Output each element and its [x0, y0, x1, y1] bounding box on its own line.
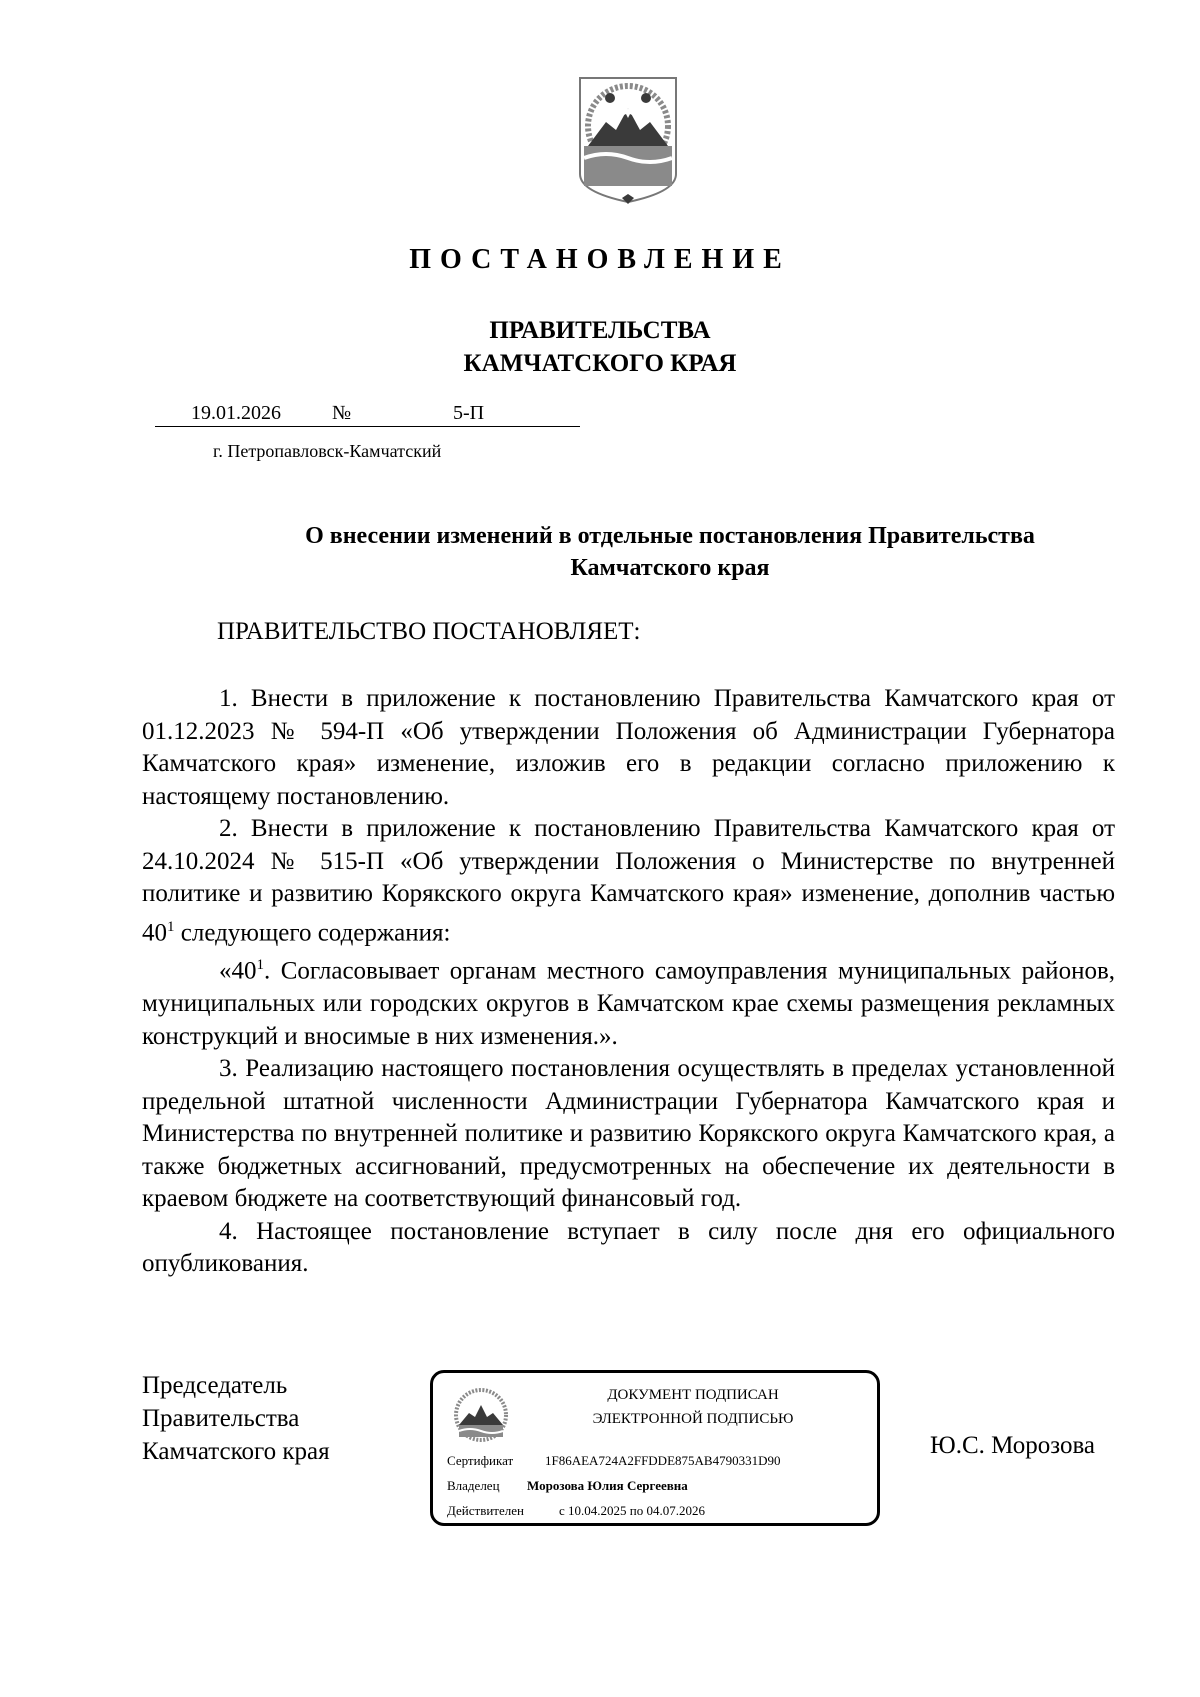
stamp-heading-1: ДОКУМЕНТ ПОДПИСАН [607, 1387, 779, 1403]
stamp-coat-of-arms-icon [453, 1387, 509, 1443]
subject-line-1: О внесении изменений в отдельные постановления Правительства [305, 523, 1035, 549]
org-line-1: ПРАВИТЕЛЬСТВА [489, 317, 711, 344]
paragraph-3 [142, 949, 1115, 1053]
date-underline [155, 426, 360, 427]
number-sign: № [332, 402, 352, 424]
stamp-owner-label: Владелец [447, 1478, 500, 1493]
paragraph-3-text: . Согласовывает органам местного самоуправления муниципальных районов, муниципальных или городских округов в Камчатском крае схемы размещения рекламных конструкций и вносимые в них изменения.». [142, 957, 1115, 1050]
stamp-validity-label: Действителен [447, 1503, 524, 1518]
paragraph-3-open: «40 [219, 957, 257, 985]
document-subject [190, 520, 1150, 584]
paragraph-3-superscript: 1 [256, 957, 264, 974]
document-type-title: ПОСТАНОВЛЕНИЕ [409, 244, 791, 275]
paragraph-1: 1. Внести в приложение к постановлению Правительства Камчатского края от 01.12.2023 № 594-П «Об утверждении Положения об Администрации Губернатора Камчатского края» изменение, изложив его в редакции согласно приложению к настоящему постановлению. [142, 685, 1115, 810]
issuing-organization [0, 314, 1200, 380]
stamp-certificate-label: Сертификат [447, 1453, 514, 1468]
stamp-owner-value: Морозова Юлия Сергеевна [527, 1478, 688, 1493]
decree-heading: ПРАВИТЕЛЬСТВО ПОСТАНОВЛЯЕТ: [217, 618, 641, 645]
paragraph-2-tail: следующего содержания: [174, 918, 451, 946]
subject-line-2: Камчатского края [570, 555, 770, 581]
signatory-title-line-1: Председатель [142, 1372, 288, 1399]
signatory-title [142, 1369, 330, 1468]
document-number: 5-П [453, 402, 485, 424]
stamp-heading-2: ЭЛЕКТРОННОЙ ПОДПИСЬЮ [592, 1411, 794, 1427]
stamp-validity-value: с 10.04.2025 по 04.07.2026 [559, 1503, 705, 1518]
paragraph-4: 3. Реализацию настоящего постановления осуществлять в пределах установленной предельной штатной численности Администрации Губернатора Камчатского края и Министерства по внутренней политике и развитию Корякского округа Камчатского края, а также бюджетных ассигнований, предусмотренных на обеспечение их деятельности в краевом бюджете на соответствующий финансовый год. [142, 1055, 1115, 1213]
paragraph-2 [142, 813, 1115, 949]
paragraph-5: 4. Настоящее постановление вступает в силу после дня его официального опубликования. [142, 1217, 1115, 1278]
coat-of-arms-icon [576, 74, 680, 204]
signatory-title-line-3: Камчатского края [142, 1438, 330, 1465]
signatory-title-line-2: Правительства [142, 1405, 300, 1432]
document-body [142, 683, 1115, 1281]
electronic-signature-stamp [430, 1370, 880, 1526]
stamp-certificate-value: 1F86AEA724A2FFDDE875AB4790331D90 [545, 1453, 781, 1468]
paragraph-2-superscript: 1 [167, 918, 175, 935]
document-date: 19.01.2026 [191, 402, 281, 424]
paragraph-2-text: 2. Внести в приложение к постановлению Правительства Камчатского края от 24.10.2024 № 515-П «Об утверждении Положения о Министерстве по внутренней политике и развитию Корякского округа Камчатского края» изменение, дополнив частью 40 [142, 815, 1115, 946]
number-underline [358, 426, 580, 427]
issue-city: г. Петропавловск-Камчатский [213, 441, 442, 461]
org-line-2: КАМЧАТСКОГО КРАЯ [463, 350, 737, 377]
signatory-name: Ю.С. Морозова [930, 1432, 1096, 1459]
